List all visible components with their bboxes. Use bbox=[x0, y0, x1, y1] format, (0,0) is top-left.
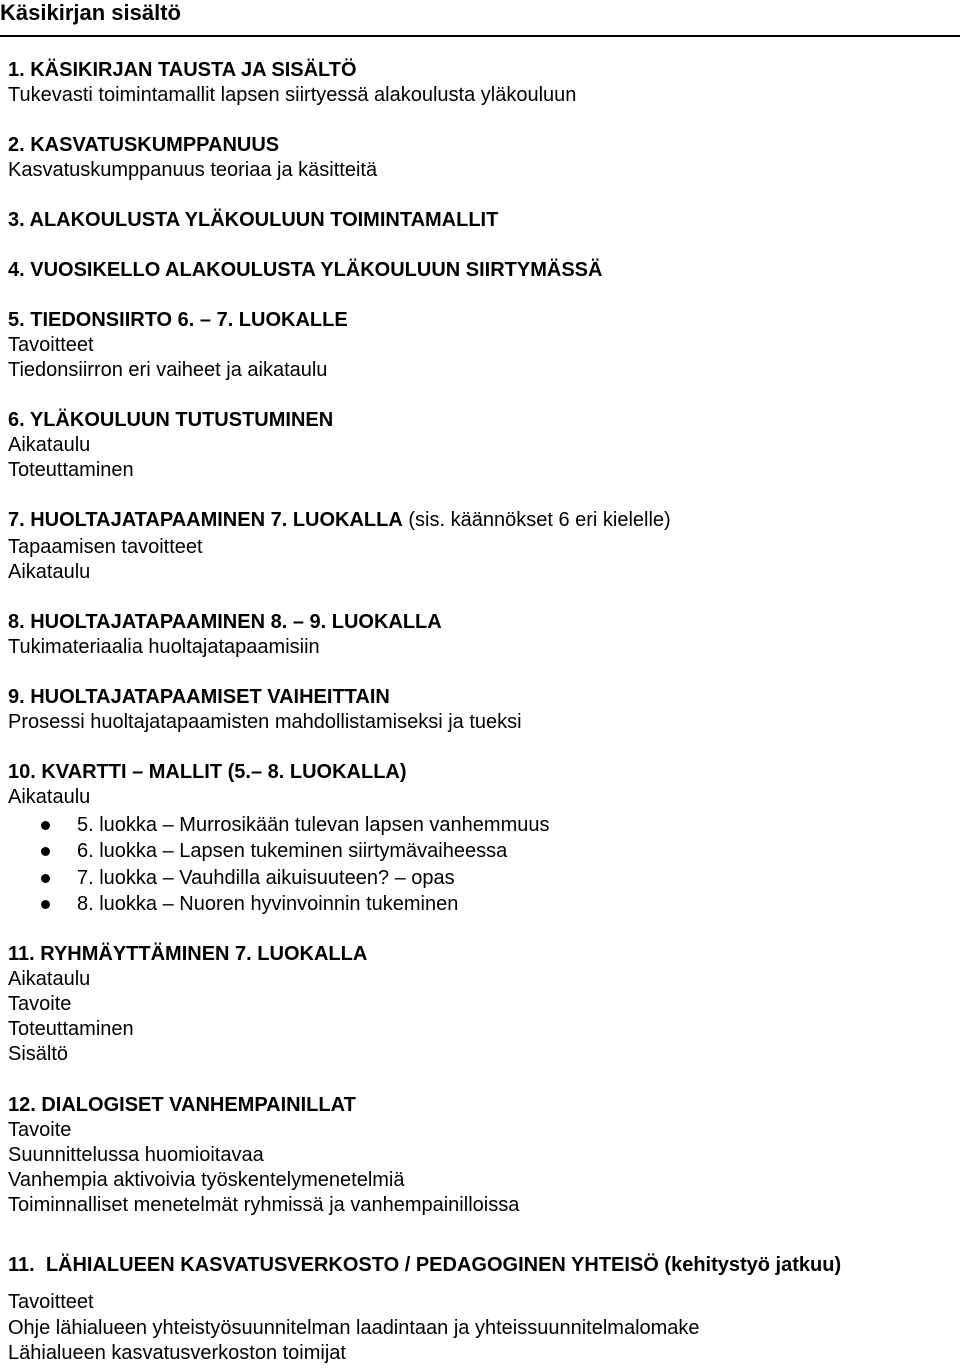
section-heading-10: 10. KVARTTI – MALLIT (5.– 8. LUOKALLA) bbox=[8, 761, 407, 783]
section-heading-1: 1. KÄSIKIRJAN TAUSTA JA SISÄLTÖ bbox=[8, 59, 357, 81]
section-heading-12: 12. DIALOGISET VANHEMPAINILLAT bbox=[8, 1094, 356, 1116]
section-heading-11: 11. RYHMÄYTTÄMINEN 7. LUOKALLA bbox=[8, 943, 368, 965]
section-item: Sisältö bbox=[8, 1043, 69, 1065]
section-item: Tavoitteet bbox=[8, 1291, 94, 1313]
section-item: Toteuttaminen bbox=[8, 459, 134, 481]
page-title: Käsikirjan sisältö bbox=[0, 0, 181, 25]
bullet-item: 7. luokka – Vauhdilla aikuisuuteen? – opas bbox=[77, 867, 455, 889]
section-heading-6: 6. YLÄKOULUUN TUTUSTUMINEN bbox=[8, 409, 334, 431]
section-item: Tukimateriaalia huoltajatapaamisiin bbox=[8, 636, 320, 658]
section-heading-4: 4. VUOSIKELLO ALAKOULUSTA YLÄKOULUUN SIIRTYMÄSSÄ bbox=[8, 259, 603, 281]
section-heading-7-note: (sis. käännökset 6 eri kielelle) bbox=[402, 509, 671, 531]
section-item: Kasvatuskumppanuus teoriaa ja käsitteitä bbox=[8, 159, 378, 181]
section-heading-3: 3. ALAKOULUSTA YLÄKOULUUN TOIMINTAMALLIT bbox=[8, 209, 499, 231]
section-heading-13: 11. LÄHIALUEEN KASVATUSVERKOSTO / PEDAGOGINEN YHTEISÖ (kehitystyö jatkuu) bbox=[8, 1254, 842, 1276]
section-item: Toiminnalliset menetelmät ryhmissä ja vanhempainilloissa bbox=[8, 1194, 520, 1216]
bullet-icon bbox=[41, 821, 50, 830]
bullet-icon bbox=[41, 874, 50, 883]
section-item: Aikataulu bbox=[8, 434, 91, 456]
bullet-item: 6. luokka – Lapsen tukeminen siirtymävaiheessa bbox=[77, 840, 508, 862]
title-underline bbox=[0, 35, 960, 37]
section-item: Aikataulu bbox=[8, 561, 91, 583]
section-item: Vanhempia aktivoivia työskentelymenetelmiä bbox=[8, 1169, 405, 1191]
bullet-icon bbox=[41, 900, 50, 909]
section-item: Ohje lähialueen yhteistyösuunnitelman laadintaan ja yhteissuunnitelmalomake bbox=[8, 1317, 700, 1339]
section-item: Tiedonsiirron eri vaiheet ja aikataulu bbox=[8, 359, 328, 381]
section-item: Tavoite bbox=[8, 993, 72, 1015]
section-heading-9: 9. HUOLTAJATAPAAMISET VAIHEITTAIN bbox=[8, 686, 390, 708]
section-item: Lähialueen kasvatusverkoston toimijat bbox=[8, 1342, 346, 1364]
section-item: Tukevasti toimintamallit lapsen siirtyessä alakoulusta yläkouluun bbox=[8, 84, 577, 106]
section-item: Aikataulu bbox=[8, 786, 91, 808]
section-item: Aikataulu bbox=[8, 968, 91, 990]
section-item: Toteuttaminen bbox=[8, 1018, 134, 1040]
bullet-item: 5. luokka – Murrosikään tulevan lapsen vanhemmuus bbox=[77, 814, 550, 836]
section-item: Tapaamisen tavoitteet bbox=[8, 536, 203, 558]
section-item: Tavoite bbox=[8, 1119, 72, 1141]
section-item: Suunnittelussa huomioitavaa bbox=[8, 1144, 264, 1166]
bullet-icon bbox=[41, 847, 50, 856]
section-heading-2: 2. KASVATUSKUMPPANUUS bbox=[8, 134, 280, 156]
bullet-item: 8. luokka – Nuoren hyvinvoinnin tukeminen bbox=[77, 893, 459, 915]
section-heading-5: 5. TIEDONSIIRTO 6. – 7. LUOKALLE bbox=[8, 309, 348, 331]
section-item: Prosessi huoltajatapaamisten mahdollistamiseksi ja tueksi bbox=[8, 711, 522, 733]
section-heading-8: 8. HUOLTAJATAPAAMINEN 8. – 9. LUOKALLA bbox=[8, 611, 442, 633]
section-heading-7-text: 7. HUOLTAJATAPAAMINEN 7. LUOKALLA bbox=[8, 509, 403, 531]
section-item: Tavoitteet bbox=[8, 334, 94, 356]
section-heading-7 bbox=[8, 508, 671, 532]
